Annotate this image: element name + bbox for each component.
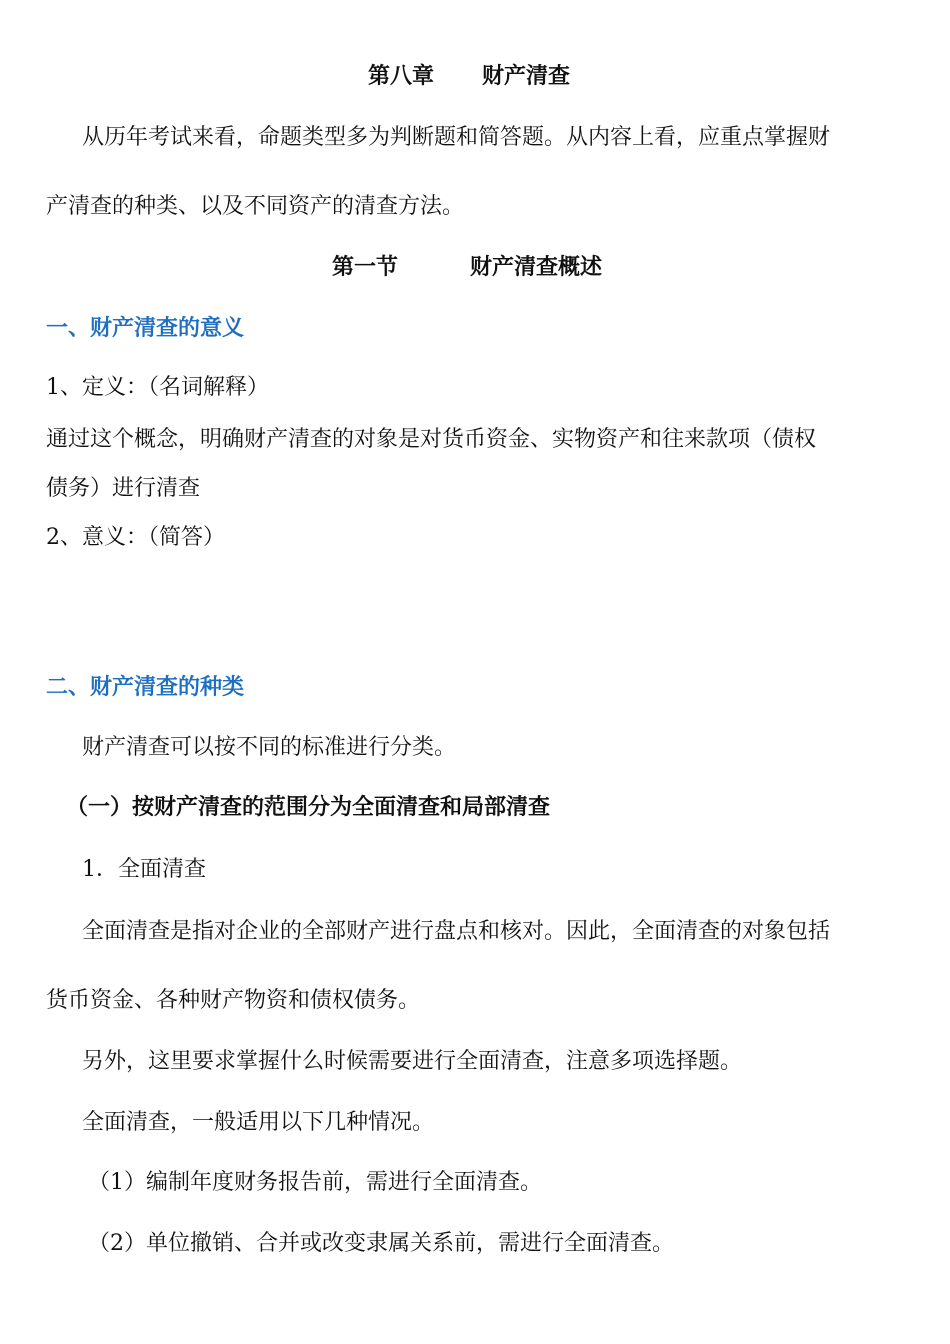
chapter-name: 财产清查 [482, 64, 571, 89]
definition-text-2: 债务）进行清查 [46, 476, 201, 501]
situations-intro: 全面清查，一般适用以下几种情况。 [82, 1110, 435, 1135]
intro-line-2: 产清查的种类、以及不同资产的清查方法。 [46, 194, 465, 219]
chapter-title [368, 62, 570, 92]
full-inventory-text-1: 全面清查是指对企业的全部财产进行盘点和核对。因此，全面清查的对象包括 [82, 919, 831, 944]
section-title [332, 253, 602, 283]
exam-note: 另外，这里要求掌握什么时候需要进行全面清查，注意多项选择题。 [82, 1049, 743, 1074]
types-intro: 财产清查可以按不同的标准进行分类。 [82, 735, 457, 760]
intro-line-1: 从历年考试来看，命题类型多为判断题和简答题。从内容上看，应重点掌握财 [82, 125, 831, 150]
chapter-number: 第八章 [368, 64, 435, 89]
meaning-label: 2、意义：（简答） [46, 525, 225, 550]
heading-significance: 一、财产清查的意义 [46, 316, 245, 341]
heading-types: 二、财产清查的种类 [46, 675, 245, 700]
item-full-inventory-label: 1．全面清查 [82, 857, 206, 882]
section-number: 第一节 [332, 255, 399, 280]
section-name: 财产清查概述 [470, 255, 603, 280]
situation-1: （1）编制年度财务报告前，需进行全面清查。 [88, 1170, 542, 1195]
definition-text-1: 通过这个概念，明确财产清查的对象是对货币资金、实物资产和往来款项（债权 [46, 427, 817, 452]
full-inventory-text-2: 货币资金、各种财产物资和债权债务。 [46, 988, 421, 1013]
definition-label: 1、定义：（名词解释） [46, 375, 269, 400]
subheading-scope: （一）按财产清查的范围分为全面清查和局部清查 [66, 795, 551, 820]
situation-2: （2）单位撤销、合并或改变隶属关系前，需进行全面清查。 [88, 1231, 674, 1256]
